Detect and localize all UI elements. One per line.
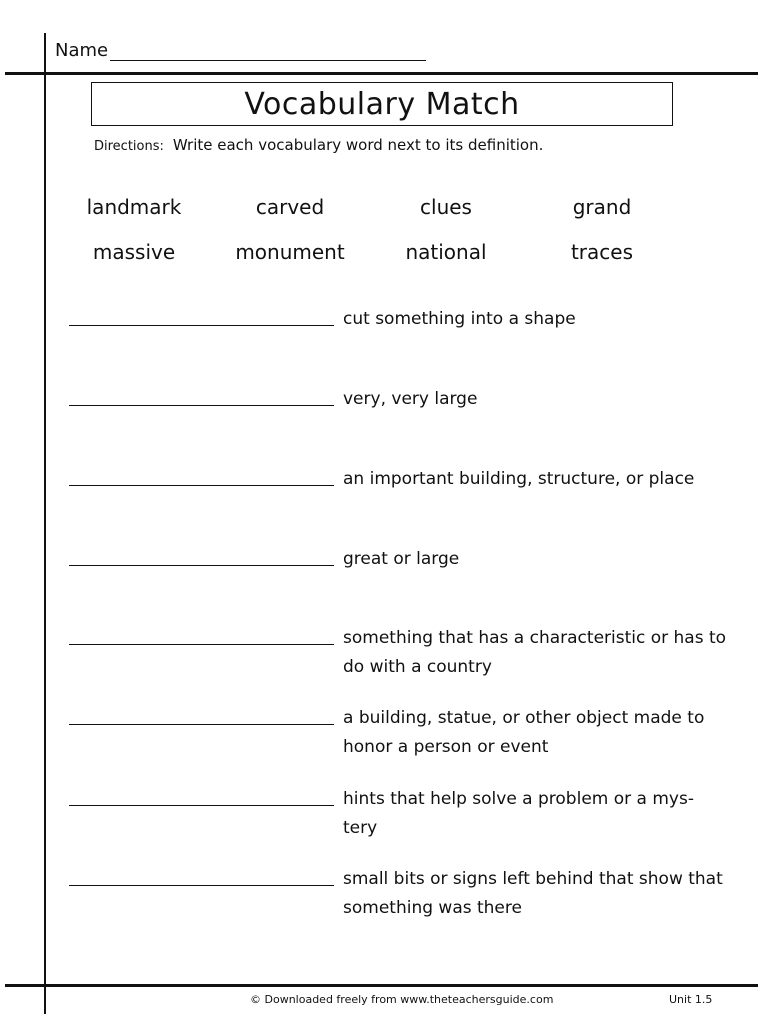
answer-line: [69, 309, 334, 326]
name-blank-line: [110, 38, 426, 61]
word-bank-item: monument: [235, 240, 345, 264]
definition-text: something that has a characteristic or has to do with a country: [343, 628, 727, 677]
word-bank-item: traces: [570, 240, 634, 264]
word-bank-item: national: [405, 240, 487, 264]
footer-source: © Downloaded freely from www.theteachersguide.com: [250, 993, 554, 1006]
footer-unit: Unit 1.5: [669, 993, 713, 1006]
definition-item: [69, 869, 759, 923]
word-bank-item: carved: [255, 195, 325, 219]
definition-text: cut something into a shape: [343, 309, 576, 329]
title-box: [91, 82, 673, 126]
definition-text: a building, statue, or other object made to honor a person or event: [343, 708, 705, 757]
definition-item: [69, 789, 759, 843]
definition-item: [69, 389, 759, 414]
definition-item: [69, 309, 759, 334]
directions-text: Write each vocabulary word next to its definition.: [172, 136, 544, 154]
definition-text: an important building, structure, or place: [343, 469, 695, 489]
answer-line: [69, 869, 334, 886]
directions-label: Directions:: [94, 139, 164, 154]
word-bank: [56, 193, 680, 266]
worksheet-title: Vocabulary Match: [244, 86, 520, 122]
definition-text: small bits or signs left behind that show that something was there: [343, 869, 723, 918]
footer-rule: [5, 984, 758, 987]
word-bank-item: clues: [420, 195, 472, 219]
answer-line: [69, 628, 334, 645]
definition-item: [69, 549, 759, 574]
word-bank-item: landmark: [86, 195, 182, 219]
name-row: [55, 33, 426, 61]
definition-text: great or large: [343, 549, 460, 569]
margin-line: [44, 33, 46, 1014]
answer-line: [69, 549, 334, 566]
answer-line: [69, 469, 334, 486]
name-label: Name: [55, 40, 109, 61]
answer-line: [69, 708, 334, 725]
definition-text: hints that help solve a problem or a mys- tery: [343, 789, 694, 838]
header-rule: [5, 72, 758, 75]
definition-item: [69, 708, 759, 762]
definition-text: very, very large: [343, 389, 478, 409]
word-bank-item: grand: [572, 195, 632, 219]
definition-item: [69, 469, 759, 494]
directions: [94, 136, 543, 154]
answer-line: [69, 389, 334, 406]
definition-item: [69, 628, 759, 682]
word-bank-item: massive: [92, 240, 176, 264]
answer-line: [69, 789, 334, 806]
